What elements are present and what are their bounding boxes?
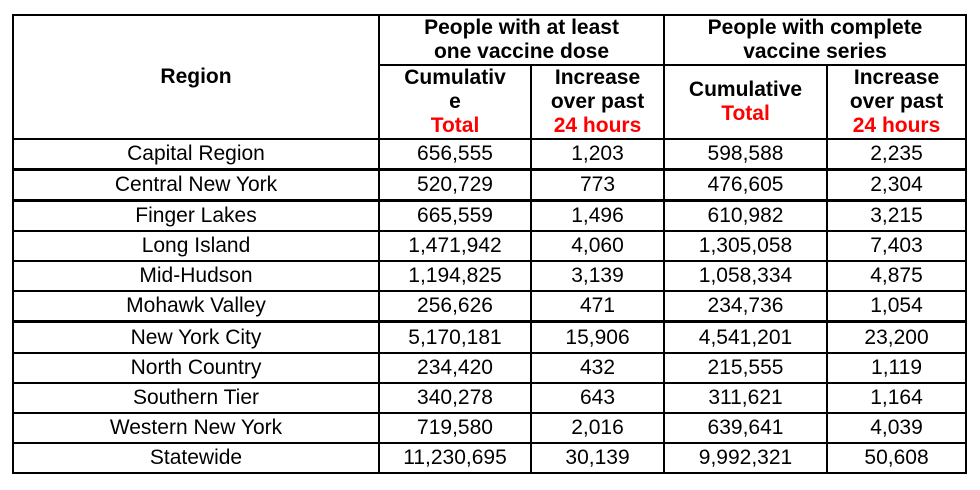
inc1-line1: Increase [554,66,641,89]
dose-cumulative-header [379,65,531,139]
cum1-line2: e [449,90,461,113]
complete-24h-cell: 4,875 [827,261,966,291]
cum2-total-label: Total [721,102,770,125]
dose-24h-cell: 643 [531,383,664,413]
dose-24h-cell: 4,060 [531,231,664,261]
region-cell: Capital Region [13,139,379,170]
region-cell: Statewide [13,443,379,473]
dose-24h-cell: 15,906 [531,322,664,353]
dose-24h-cell: 471 [531,291,664,322]
dose-24h-cell: 3,139 [531,261,664,291]
complete-series-header [664,15,966,65]
table-row [13,353,966,383]
complete-total-cell: 234,736 [664,291,827,322]
table-row [13,383,966,413]
region-cell: Finger Lakes [13,201,379,232]
cum2-line1: Cumulative [688,78,803,101]
dose-24h-cell: 1,496 [531,201,664,232]
group1-line1: People with at least [424,16,619,39]
region-header [13,15,379,139]
complete-total-cell: 610,982 [664,201,827,232]
region-cell: Western New York [13,413,379,443]
table-row [13,261,966,291]
complete-total-cell: 1,058,334 [664,261,827,291]
complete-24h-cell: 4,039 [827,413,966,443]
group2-line2: vaccine series [743,40,887,63]
dose-total-cell: 719,580 [379,413,531,443]
inc2-line1: Increase [853,66,940,89]
region-cell: Long Island [13,231,379,261]
dose-total-cell: 11,230,695 [379,443,531,473]
complete-24h-cell: 1,119 [827,353,966,383]
region-cell: Central New York [13,170,379,201]
cum1-total-label: Total [430,114,480,137]
table-row [13,291,966,322]
complete-total-cell: 639,641 [664,413,827,443]
group1-line2: one vaccine dose [433,40,610,63]
complete-total-cell: 215,555 [664,353,827,383]
complete-24h-cell: 50,608 [827,443,966,473]
inc2-line2: over past [849,90,944,113]
dose-total-cell: 665,559 [379,201,531,232]
complete-cumulative-header [664,65,827,139]
complete-total-cell: 1,305,058 [664,231,827,261]
region-cell: Mid-Hudson [13,261,379,291]
dose-total-cell: 234,420 [379,353,531,383]
complete-total-cell: 598,588 [664,139,827,170]
inc2-24h-label: 24 hours [852,114,941,137]
dose-24h-cell: 2,016 [531,413,664,443]
region-cell: Southern Tier [13,383,379,413]
complete-24h-cell: 2,235 [827,139,966,170]
complete-24h-cell: 1,054 [827,291,966,322]
inc1-line2: over past [550,90,645,113]
dose-total-cell: 340,278 [379,383,531,413]
table-row [13,139,966,170]
dose-total-cell: 1,471,942 [379,231,531,261]
dose-24h-cell: 432 [531,353,664,383]
complete-total-cell: 311,621 [664,383,827,413]
table-row-statewide [13,443,966,473]
dose-total-cell: 5,170,181 [379,322,531,353]
dose-total-cell: 656,555 [379,139,531,170]
table-row [13,201,966,232]
table-row [13,170,966,201]
at-least-one-dose-header [379,15,664,65]
region-cell: New York City [13,322,379,353]
complete-total-cell: 4,541,201 [664,322,827,353]
inc1-24h-label: 24 hours [553,114,642,137]
dose-24h-cell: 773 [531,170,664,201]
region-header-label: Region [160,65,232,88]
cum1-line1: Cumulativ [404,66,506,89]
complete-total-cell: 476,605 [664,170,827,201]
table-row [13,231,966,261]
region-cell: Mohawk Valley [13,291,379,322]
complete-24h-cell: 7,403 [827,231,966,261]
dose-total-cell: 1,194,825 [379,261,531,291]
dose-24h-cell: 30,139 [531,443,664,473]
table-row [13,413,966,443]
vaccination-table [12,14,967,474]
group2-line1: People with complete [707,16,923,39]
dose-total-cell: 520,729 [379,170,531,201]
dose-24h-cell: 1,203 [531,139,664,170]
region-cell: North Country [13,353,379,383]
dose-increase-header [531,65,664,139]
complete-24h-cell: 23,200 [827,322,966,353]
dose-total-cell: 256,626 [379,291,531,322]
complete-increase-header [827,65,966,139]
complete-24h-cell: 2,304 [827,170,966,201]
complete-total-cell: 9,992,321 [664,443,827,473]
table-row [13,322,966,353]
complete-24h-cell: 1,164 [827,383,966,413]
complete-24h-cell: 3,215 [827,201,966,232]
